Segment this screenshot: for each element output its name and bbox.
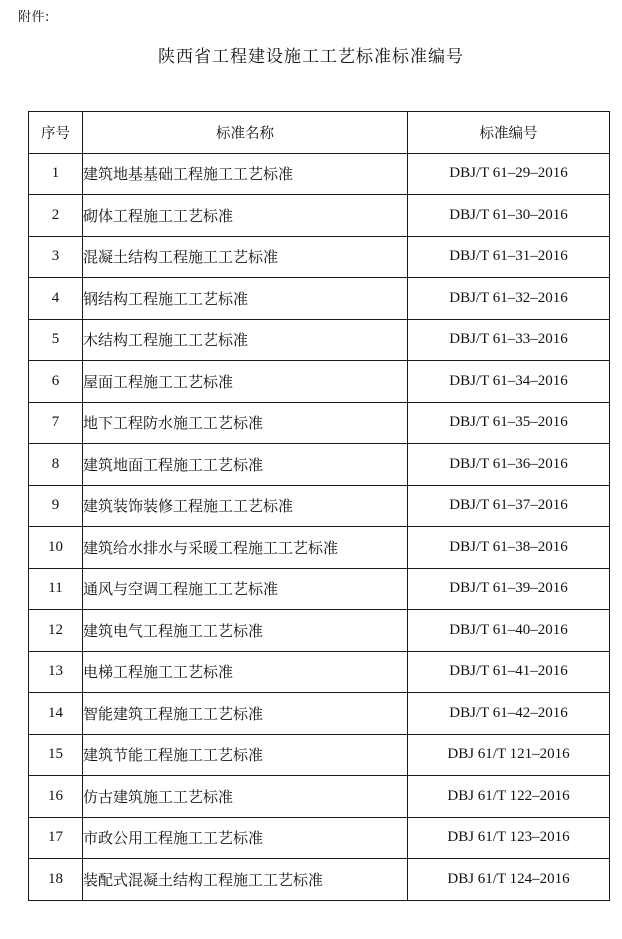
- row-standard-name: 木结构工程施工工艺标准: [83, 319, 408, 361]
- row-standard-name: 建筑地面工程施工工艺标准: [83, 444, 408, 486]
- table-row: [29, 361, 610, 403]
- row-standard-code: DBJ 61/T 123–2016: [408, 817, 610, 859]
- row-serial-number: 10: [29, 527, 83, 569]
- row-standard-code: DBJ/T 61–29–2016: [408, 153, 610, 195]
- row-standard-name: 仿古建筑施工工艺标准: [83, 776, 408, 818]
- table-row: [29, 859, 610, 901]
- row-standard-code: DBJ/T 61–36–2016: [408, 444, 610, 486]
- table-row: [29, 568, 610, 610]
- row-standard-code: DBJ/T 61–42–2016: [408, 693, 610, 735]
- row-standard-code: DBJ/T 61–30–2016: [408, 195, 610, 237]
- table-row: [29, 693, 610, 735]
- row-standard-name: 混凝土结构工程施工工艺标准: [83, 236, 408, 278]
- row-standard-code: DBJ/T 61–39–2016: [408, 568, 610, 610]
- row-serial-number: 6: [29, 361, 83, 403]
- table-row: [29, 195, 610, 237]
- row-standard-code: DBJ 61/T 121–2016: [408, 734, 610, 776]
- row-standard-name: 钢结构工程施工工艺标准: [83, 278, 408, 320]
- row-standard-name: 电梯工程施工工艺标准: [83, 651, 408, 693]
- table-row: [29, 734, 610, 776]
- table-row: [29, 319, 610, 361]
- row-standard-code: DBJ/T 61–38–2016: [408, 527, 610, 569]
- table-row: [29, 610, 610, 652]
- row-standard-code: DBJ/T 61–31–2016: [408, 236, 610, 278]
- table-row: [29, 817, 610, 859]
- row-standard-name: 装配式混凝土结构工程施工工艺标准: [83, 859, 408, 901]
- row-serial-number: 2: [29, 195, 83, 237]
- table-row: [29, 651, 610, 693]
- row-serial-number: 3: [29, 236, 83, 278]
- row-standard-name: 市政公用工程施工工艺标准: [83, 817, 408, 859]
- row-standard-name: 地下工程防水施工工艺标准: [83, 402, 408, 444]
- row-serial-number: 5: [29, 319, 83, 361]
- row-serial-number: 14: [29, 693, 83, 735]
- document-title: 陕西省工程建设施工工艺标准标准编号: [158, 47, 464, 67]
- row-standard-name: 砌体工程施工工艺标准: [83, 195, 408, 237]
- row-standard-name: 屋面工程施工工艺标准: [83, 361, 408, 403]
- row-standard-code: DBJ 61/T 124–2016: [408, 859, 610, 901]
- row-standard-code: DBJ/T 61–35–2016: [408, 402, 610, 444]
- row-serial-number: 8: [29, 444, 83, 486]
- row-standard-name: 通风与空调工程施工工艺标准: [83, 568, 408, 610]
- table-row: [29, 278, 610, 320]
- standards-table: [28, 111, 610, 901]
- row-standard-code: DBJ 61/T 122–2016: [408, 776, 610, 818]
- row-standard-name: 建筑给水排水与采暖工程施工工艺标准: [83, 527, 408, 569]
- table-row: [29, 776, 610, 818]
- header-serial-number: 序号: [29, 112, 83, 154]
- table-row: [29, 236, 610, 278]
- row-serial-number: 15: [29, 734, 83, 776]
- row-standard-code: DBJ/T 61–37–2016: [408, 485, 610, 527]
- table-row: [29, 485, 610, 527]
- table-body: [29, 153, 610, 900]
- table-row: [29, 153, 610, 195]
- table-row: [29, 402, 610, 444]
- row-standard-name: 建筑装饰装修工程施工工艺标准: [83, 485, 408, 527]
- row-serial-number: 16: [29, 776, 83, 818]
- row-serial-number: 17: [29, 817, 83, 859]
- row-standard-name: 智能建筑工程施工工艺标准: [83, 693, 408, 735]
- header-standard-name: 标准名称: [83, 112, 408, 154]
- row-standard-code: DBJ/T 61–33–2016: [408, 319, 610, 361]
- row-serial-number: 12: [29, 610, 83, 652]
- row-standard-code: DBJ/T 61–34–2016: [408, 361, 610, 403]
- row-serial-number: 18: [29, 859, 83, 901]
- row-standard-code: DBJ/T 61–32–2016: [408, 278, 610, 320]
- attachment-label: 附件:: [18, 10, 50, 25]
- table-header: [29, 112, 610, 154]
- row-serial-number: 9: [29, 485, 83, 527]
- row-standard-code: DBJ/T 61–40–2016: [408, 610, 610, 652]
- table-row: [29, 444, 610, 486]
- row-serial-number: 4: [29, 278, 83, 320]
- row-serial-number: 7: [29, 402, 83, 444]
- header-row: [29, 112, 610, 154]
- header-standard-code: 标准编号: [408, 112, 610, 154]
- row-serial-number: 13: [29, 651, 83, 693]
- row-standard-code: DBJ/T 61–41–2016: [408, 651, 610, 693]
- table-row: [29, 527, 610, 569]
- row-standard-name: 建筑地基基础工程施工工艺标准: [83, 153, 408, 195]
- row-standard-name: 建筑电气工程施工工艺标准: [83, 610, 408, 652]
- row-serial-number: 11: [29, 568, 83, 610]
- row-serial-number: 1: [29, 153, 83, 195]
- row-standard-name: 建筑节能工程施工工艺标准: [83, 734, 408, 776]
